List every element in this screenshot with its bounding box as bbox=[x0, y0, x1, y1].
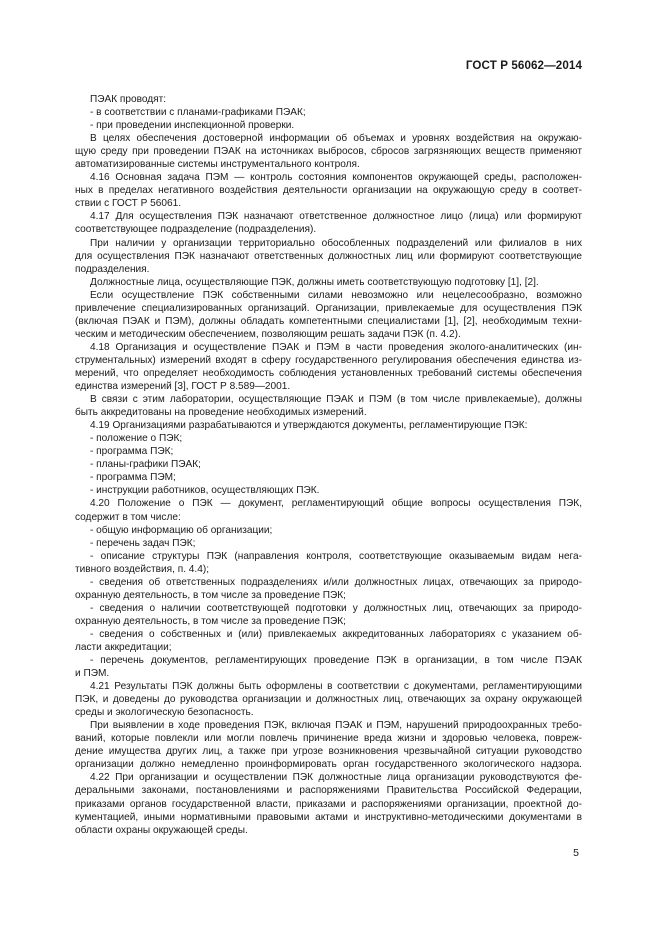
text-line: соответствующее подразделение (подразделения). bbox=[75, 224, 317, 236]
text-line: дение имущества других лиц, а также при угрозе возникновения чрезвычайной ситуации руководство bbox=[75, 746, 582, 758]
text-line: 4.19 Организациями разрабатываются и утверждаются документы, регламентирующие ПЭК: bbox=[90, 420, 528, 432]
text-line: ПЭАК проводят: bbox=[90, 94, 167, 105]
text-line: приказами органов государственной власти, приказами и распоряжениями организации, проектной до- bbox=[75, 798, 582, 810]
text-line: единства измерений [3], ГОСТ Р 8.589—2001. bbox=[75, 381, 291, 393]
text-line: 4.18 Организация и осуществление ПЭАК и ПЭМ в части проведения эколого-аналитических (ин- bbox=[90, 341, 582, 353]
text-line: Должностные лица, осуществляющие ПЭК, должны иметь соответствующую подготовку [1], [2]. bbox=[90, 276, 539, 288]
text-line: щую среду при проведении ПЭАК на источниках выбросов, сбросов загрязняющих веществ применяют bbox=[75, 146, 582, 158]
text-line: кументацией, иными нормативными правовыми актами и инструктивно-методическими документами в bbox=[75, 811, 582, 823]
text-line: 4.22 При организации и осуществлении ПЭК должностные лица организации руководствуются фе- bbox=[90, 772, 582, 784]
text-line: 4.21 Результаты ПЭК должны быть оформлены в соответствии с документами, регламентирующими bbox=[90, 681, 582, 693]
text-line: организации должно немедленно проинформировать орган государственного экологического надзора. bbox=[75, 759, 582, 771]
document-body bbox=[75, 93, 582, 837]
text-line: области охраны окружающей среды. bbox=[75, 824, 248, 836]
text-line: тивного воздействия, п. 4.4); bbox=[75, 563, 210, 575]
text-line: содержит в том числе: bbox=[75, 511, 181, 523]
page-number: 5 bbox=[573, 847, 579, 859]
text-line: В связи с этим лаборатории, осуществляющие ПЭАК и ПЭМ (в том числе привлекаемые), должны bbox=[90, 394, 582, 406]
text-line: При наличии у организации территориально обособленных подразделений или филиалов в них bbox=[90, 237, 582, 249]
text-line: для осуществления ПЭК назначают ответственных должностных лиц или формируют соответствующие bbox=[75, 250, 582, 262]
text-line: и ПЭМ. bbox=[75, 668, 110, 680]
text-line: - перечень задач ПЭК; bbox=[90, 537, 196, 549]
text-line: 4.16 Основная задача ПЭМ — контроль состояния компонентов окружающей среды, расположен- bbox=[90, 172, 582, 184]
text-line: ствии с ГОСТ Р 56061. bbox=[75, 198, 182, 210]
text-line: ваний, которые повлекли или могли повлечь причинение вреда жизни и здоровью человека, повреж- bbox=[75, 733, 582, 745]
text-line: - описание структуры ПЭК (направления контроля, соответствующие оказываемым видам нега- bbox=[90, 550, 582, 562]
text-line: среды и экологическую безопасность. bbox=[75, 707, 254, 719]
text-line: деральными законами, постановлениями и распоряжениями Правительства Российской Федерации, bbox=[75, 785, 582, 797]
text-line: - общую информацию об организации; bbox=[90, 524, 273, 536]
text-line: - перечень документов, регламентирующих проведение ПЭК в организации, в том числе ПЭАК bbox=[90, 655, 582, 667]
text-line: Если осуществление ПЭК собственными силами невозможно или нецелесообразно, возможно bbox=[90, 289, 582, 301]
text-line: мерений, что определяет необходимость соблюдения установленных требований системы обеспечения bbox=[75, 367, 582, 379]
text-line: - сведения о наличии соответствующей подготовки у должностных лиц, отвечающих за природо- bbox=[90, 602, 582, 614]
text-line: В целях обеспечения достоверной информации об объемах и уровнях воздействия на окружаю- bbox=[90, 133, 582, 145]
text-line: - планы-графики ПЭАК; bbox=[90, 459, 201, 471]
document-id-header: ГОСТ Р 56062—2014 bbox=[465, 59, 582, 72]
text-line: - программа ПЭК; bbox=[90, 446, 174, 458]
text-line: - инструкции работников, осуществляющих ПЭК. bbox=[90, 485, 320, 497]
text-line: автоматизированные системы инструментального контроля. bbox=[75, 159, 360, 171]
text-line: - при проведении инспекционной проверки. bbox=[90, 120, 295, 132]
text-line: ческим и методическим обеспечением, позволяющим решать задачи ПЭК (п. 4.2). bbox=[75, 328, 461, 340]
text-line: быть аккредитованы на проведение необходимых измерений. bbox=[75, 407, 367, 419]
text-line: 4.20 Положение о ПЭК — документ, регламентирующий общие вопросы осуществления ПЭК, bbox=[90, 498, 582, 510]
text-line: ласти аккредитации; bbox=[75, 641, 172, 653]
text-line: - сведения об ответственных подразделениях и/или должностных лицах, отвечающих за природо- bbox=[90, 576, 582, 588]
text-line: - сведения о собственных и (или) привлекаемых аккредитованных лабораториях с указанием об- bbox=[90, 628, 582, 640]
text-line: охранную деятельность, в том числе за проведение ПЭК; bbox=[75, 615, 346, 627]
text-line: (включая ПЭАК и ПЭМ), должны обладать компетентными специалистами [1], [2], необходимым техни- bbox=[75, 315, 582, 327]
text-line: - в соответствии с планами-графиками ПЭАК; bbox=[90, 107, 306, 119]
text-line: охранную деятельность, в том числе за проведение ПЭК; bbox=[75, 589, 346, 601]
text-line: привлечение специализированных организаций. Организации, привлекаемые для осуществления ПЭК bbox=[75, 302, 582, 314]
text-line: ных в пределах негативного воздействия деятельности организации на окружающую среду в соответ- bbox=[75, 185, 582, 197]
text-line: При выявлении в ходе проведения ПЭК, включая ПЭАК и ПЭМ, нарушений природоохранных требо- bbox=[90, 720, 582, 732]
text-line: подразделения. bbox=[75, 263, 150, 275]
text-line: - программа ПЭМ; bbox=[90, 472, 176, 484]
text-line: - положение о ПЭК; bbox=[90, 433, 183, 445]
text-line: струментальных) измерений входят в сферу государственного регулирования обеспечения единства из- bbox=[75, 354, 582, 366]
text-line: ПЭК, и доведены до руководства организации и должностных лиц, отвечающих за охрану окружающей bbox=[75, 694, 582, 706]
text-line: 4.17 Для осуществления ПЭК назначают ответственное должностное лицо (лица) или формируют bbox=[90, 211, 582, 223]
